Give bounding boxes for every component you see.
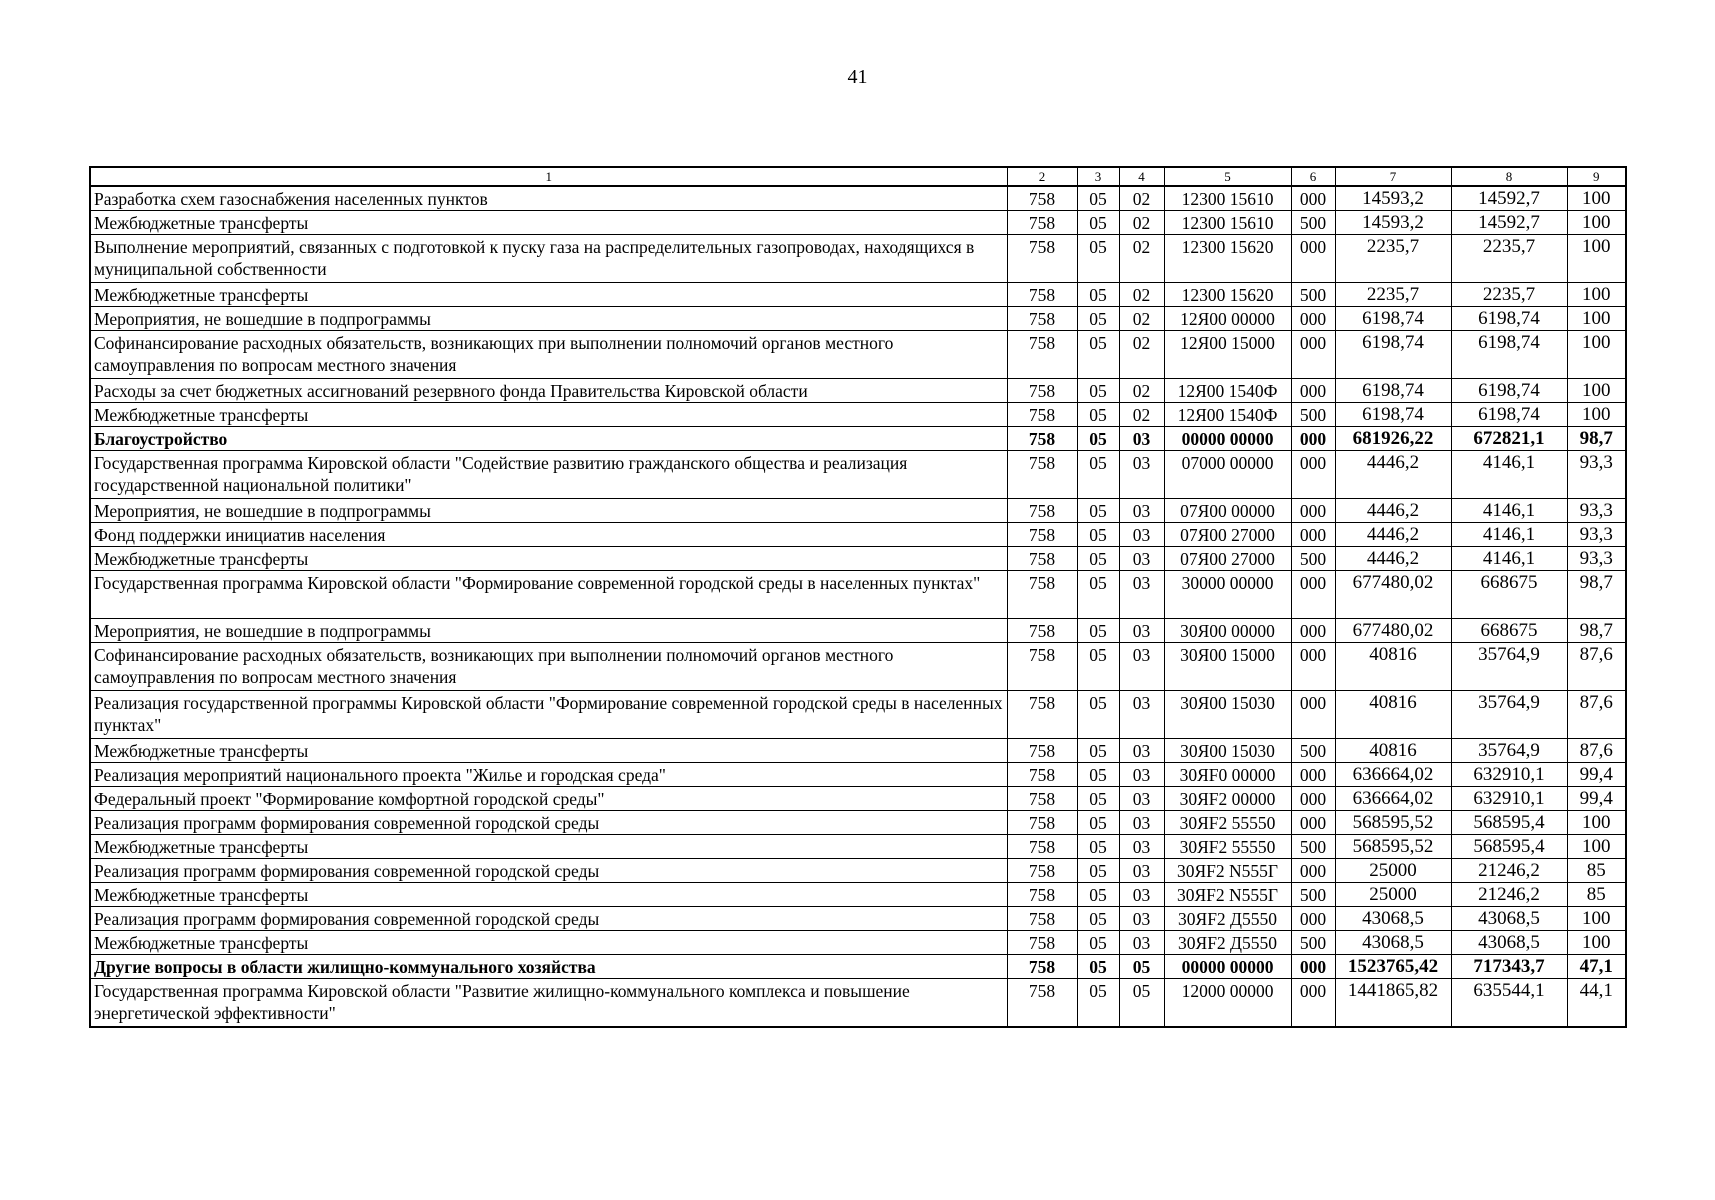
chapter-code-cell: 758 <box>1007 283 1077 307</box>
planned-amount-cell: 43068,5 <box>1335 907 1451 931</box>
expense-type-cell: 000 <box>1291 499 1335 523</box>
table-row <box>90 931 1626 955</box>
execution-percent-cell: 98,7 <box>1567 619 1626 643</box>
table-row <box>90 763 1626 787</box>
execution-percent-cell: 100 <box>1567 907 1626 931</box>
expense-type-cell: 000 <box>1291 379 1335 403</box>
execution-percent-cell: 100 <box>1567 186 1626 211</box>
subsection-code-cell: 03 <box>1119 763 1164 787</box>
target-article-cell: 07Я00 27000 <box>1164 523 1291 547</box>
section-code-cell: 05 <box>1077 379 1119 403</box>
subsection-code-cell: 03 <box>1119 619 1164 643</box>
execution-percent-cell: 85 <box>1567 859 1626 883</box>
target-article-cell: 00000 00000 <box>1164 427 1291 451</box>
header-cell-7: 7 <box>1335 167 1451 186</box>
section-code-cell: 05 <box>1077 787 1119 811</box>
table-row <box>90 186 1626 211</box>
execution-percent-cell: 98,7 <box>1567 427 1626 451</box>
executed-amount-cell: 6198,74 <box>1451 331 1567 379</box>
row-name-cell: Межбюджетные трансферты <box>90 211 1007 235</box>
chapter-code-cell: 758 <box>1007 787 1077 811</box>
chapter-code-cell: 758 <box>1007 859 1077 883</box>
chapter-code-cell: 758 <box>1007 427 1077 451</box>
table-header-row <box>90 167 1626 186</box>
target-article-cell: 30ЯF2 Д5550 <box>1164 907 1291 931</box>
chapter-code-cell: 758 <box>1007 499 1077 523</box>
section-code-cell: 05 <box>1077 499 1119 523</box>
chapter-code-cell: 758 <box>1007 643 1077 691</box>
table-row <box>90 283 1626 307</box>
row-name-cell: Фонд поддержки инициатив населения <box>90 523 1007 547</box>
subsection-code-cell: 03 <box>1119 499 1164 523</box>
expense-type-cell: 000 <box>1291 979 1335 1028</box>
section-code-cell: 05 <box>1077 859 1119 883</box>
chapter-code-cell: 758 <box>1007 451 1077 499</box>
expense-type-cell: 000 <box>1291 907 1335 931</box>
expense-type-cell: 000 <box>1291 451 1335 499</box>
target-article-cell: 12Я00 00000 <box>1164 307 1291 331</box>
executed-amount-cell: 43068,5 <box>1451 931 1567 955</box>
target-article-cell: 12000 00000 <box>1164 979 1291 1028</box>
expense-type-cell: 000 <box>1291 955 1335 979</box>
section-code-cell: 05 <box>1077 331 1119 379</box>
expense-type-cell: 000 <box>1291 307 1335 331</box>
table-row <box>90 883 1626 907</box>
target-article-cell: 12300 15610 <box>1164 211 1291 235</box>
planned-amount-cell: 4446,2 <box>1335 523 1451 547</box>
section-code-cell: 05 <box>1077 739 1119 763</box>
page-number: 41 <box>847 66 868 88</box>
section-code-cell: 05 <box>1077 811 1119 835</box>
executed-amount-cell: 568595,4 <box>1451 811 1567 835</box>
chapter-code-cell: 758 <box>1007 403 1077 427</box>
expense-type-cell: 000 <box>1291 427 1335 451</box>
executed-amount-cell: 717343,7 <box>1451 955 1567 979</box>
target-article-cell: 12300 15620 <box>1164 235 1291 283</box>
expense-type-cell: 500 <box>1291 211 1335 235</box>
table-row <box>90 451 1626 499</box>
subsection-code-cell: 03 <box>1119 931 1164 955</box>
row-name-cell: Реализация программ формирования современной городской среды <box>90 811 1007 835</box>
planned-amount-cell: 4446,2 <box>1335 499 1451 523</box>
target-article-cell: 30Я00 00000 <box>1164 619 1291 643</box>
execution-percent-cell: 93,3 <box>1567 547 1626 571</box>
executed-amount-cell: 35764,9 <box>1451 643 1567 691</box>
section-code-cell: 05 <box>1077 211 1119 235</box>
subsection-code-cell: 03 <box>1119 427 1164 451</box>
row-name-cell: Межбюджетные трансферты <box>90 403 1007 427</box>
subsection-code-cell: 02 <box>1119 403 1164 427</box>
target-article-cell: 12Я00 15000 <box>1164 331 1291 379</box>
row-name-cell: Выполнение мероприятий, связанных с подготовкой к пуску газа на распределительных газопроводах, находящихся в муниципальной собственности <box>90 235 1007 283</box>
executed-amount-cell: 14592,7 <box>1451 211 1567 235</box>
row-name-cell: Межбюджетные трансферты <box>90 883 1007 907</box>
subsection-code-cell: 03 <box>1119 907 1164 931</box>
subsection-code-cell: 03 <box>1119 835 1164 859</box>
chapter-code-cell: 758 <box>1007 571 1077 619</box>
header-cell-3: 3 <box>1077 167 1119 186</box>
chapter-code-cell: 758 <box>1007 835 1077 859</box>
execution-percent-cell: 93,3 <box>1567 499 1626 523</box>
chapter-code-cell: 758 <box>1007 186 1077 211</box>
header-cell-5: 5 <box>1164 167 1291 186</box>
chapter-code-cell: 758 <box>1007 907 1077 931</box>
planned-amount-cell: 40816 <box>1335 691 1451 739</box>
execution-percent-cell: 100 <box>1567 379 1626 403</box>
table-row <box>90 691 1626 739</box>
target-article-cell: 30ЯF2 55550 <box>1164 811 1291 835</box>
planned-amount-cell: 6198,74 <box>1335 307 1451 331</box>
table-row <box>90 859 1626 883</box>
chapter-code-cell: 758 <box>1007 691 1077 739</box>
row-name-cell: Другие вопросы в области жилищно-коммунального хозяйства <box>90 955 1007 979</box>
target-article-cell: 07Я00 00000 <box>1164 499 1291 523</box>
expense-type-cell: 000 <box>1291 571 1335 619</box>
section-code-cell: 05 <box>1077 763 1119 787</box>
row-name-cell: Расходы за счет бюджетных ассигнований резервного фонда Правительства Кировской области <box>90 379 1007 403</box>
planned-amount-cell: 2235,7 <box>1335 283 1451 307</box>
row-name-cell: Софинансирование расходных обязательств, возникающих при выполнении полномочий органов местного самоуправления по вопросам местного значения <box>90 331 1007 379</box>
expense-type-cell: 500 <box>1291 403 1335 427</box>
executed-amount-cell: 632910,1 <box>1451 763 1567 787</box>
execution-percent-cell: 99,4 <box>1567 787 1626 811</box>
section-code-cell: 05 <box>1077 427 1119 451</box>
expense-type-cell: 000 <box>1291 811 1335 835</box>
table-row <box>90 787 1626 811</box>
planned-amount-cell: 636664,02 <box>1335 787 1451 811</box>
execution-percent-cell: 98,7 <box>1567 571 1626 619</box>
planned-amount-cell: 6198,74 <box>1335 331 1451 379</box>
target-article-cell: 12Я00 1540Ф <box>1164 403 1291 427</box>
executed-amount-cell: 668675 <box>1451 619 1567 643</box>
planned-amount-cell: 25000 <box>1335 883 1451 907</box>
executed-amount-cell: 668675 <box>1451 571 1567 619</box>
table-row <box>90 235 1626 283</box>
expense-type-cell: 000 <box>1291 691 1335 739</box>
planned-amount-cell: 681926,22 <box>1335 427 1451 451</box>
section-code-cell: 05 <box>1077 235 1119 283</box>
planned-amount-cell: 43068,5 <box>1335 931 1451 955</box>
chapter-code-cell: 758 <box>1007 547 1077 571</box>
expense-type-cell: 000 <box>1291 523 1335 547</box>
executed-amount-cell: 2235,7 <box>1451 235 1567 283</box>
planned-amount-cell: 6198,74 <box>1335 379 1451 403</box>
row-name-cell: Реализация программ формирования современной городской среды <box>90 859 1007 883</box>
execution-percent-cell: 100 <box>1567 835 1626 859</box>
planned-amount-cell: 6198,74 <box>1335 403 1451 427</box>
row-name-cell: Государственная программа Кировской области "Развитие жилищно-коммунального комплекса и повышение энергетической эффективности" <box>90 979 1007 1028</box>
header-cell-6: 6 <box>1291 167 1335 186</box>
execution-percent-cell: 100 <box>1567 331 1626 379</box>
section-code-cell: 05 <box>1077 931 1119 955</box>
chapter-code-cell: 758 <box>1007 811 1077 835</box>
execution-percent-cell: 100 <box>1567 811 1626 835</box>
planned-amount-cell: 1523765,42 <box>1335 955 1451 979</box>
table-row <box>90 619 1626 643</box>
section-code-cell: 05 <box>1077 883 1119 907</box>
expense-type-cell: 500 <box>1291 931 1335 955</box>
planned-amount-cell: 568595,52 <box>1335 811 1451 835</box>
expense-type-cell: 000 <box>1291 331 1335 379</box>
executed-amount-cell: 568595,4 <box>1451 835 1567 859</box>
executed-amount-cell: 35764,9 <box>1451 691 1567 739</box>
planned-amount-cell: 636664,02 <box>1335 763 1451 787</box>
execution-percent-cell: 100 <box>1567 307 1626 331</box>
target-article-cell: 30ЯF0 00000 <box>1164 763 1291 787</box>
subsection-code-cell: 03 <box>1119 547 1164 571</box>
expense-type-cell: 500 <box>1291 835 1335 859</box>
chapter-code-cell: 758 <box>1007 619 1077 643</box>
subsection-code-cell: 02 <box>1119 235 1164 283</box>
row-name-cell: Разработка схем газоснабжения населенных пунктов <box>90 186 1007 211</box>
target-article-cell: 12Я00 1540Ф <box>1164 379 1291 403</box>
planned-amount-cell: 40816 <box>1335 643 1451 691</box>
execution-percent-cell: 85 <box>1567 883 1626 907</box>
subsection-code-cell: 02 <box>1119 211 1164 235</box>
subsection-code-cell: 02 <box>1119 307 1164 331</box>
table-row <box>90 523 1626 547</box>
row-name-cell: Государственная программа Кировской области "Содействие развитию гражданского общества и реализация государственной национальной политики" <box>90 451 1007 499</box>
section-code-cell: 05 <box>1077 523 1119 547</box>
target-article-cell: 30Я00 15030 <box>1164 739 1291 763</box>
execution-percent-cell: 100 <box>1567 283 1626 307</box>
expense-type-cell: 000 <box>1291 186 1335 211</box>
row-name-cell: Реализация программ формирования современной городской среды <box>90 907 1007 931</box>
table-row <box>90 379 1626 403</box>
section-code-cell: 05 <box>1077 907 1119 931</box>
execution-percent-cell: 44,1 <box>1567 979 1626 1028</box>
chapter-code-cell: 758 <box>1007 763 1077 787</box>
chapter-code-cell: 758 <box>1007 211 1077 235</box>
planned-amount-cell: 677480,02 <box>1335 571 1451 619</box>
execution-percent-cell: 87,6 <box>1567 643 1626 691</box>
row-name-cell: Межбюджетные трансферты <box>90 931 1007 955</box>
target-article-cell: 12300 15620 <box>1164 283 1291 307</box>
executed-amount-cell: 21246,2 <box>1451 883 1567 907</box>
target-article-cell: 30ЯF2 N555Г <box>1164 883 1291 907</box>
planned-amount-cell: 40816 <box>1335 739 1451 763</box>
subsection-code-cell: 05 <box>1119 955 1164 979</box>
chapter-code-cell: 758 <box>1007 307 1077 331</box>
section-code-cell: 05 <box>1077 955 1119 979</box>
subsection-code-cell: 02 <box>1119 186 1164 211</box>
executed-amount-cell: 4146,1 <box>1451 451 1567 499</box>
section-code-cell: 05 <box>1077 571 1119 619</box>
executed-amount-cell: 35764,9 <box>1451 739 1567 763</box>
planned-amount-cell: 677480,02 <box>1335 619 1451 643</box>
header-cell-2: 2 <box>1007 167 1077 186</box>
section-code-cell: 05 <box>1077 547 1119 571</box>
expense-type-cell: 000 <box>1291 859 1335 883</box>
table-row <box>90 955 1626 979</box>
expense-type-cell: 000 <box>1291 643 1335 691</box>
subsection-code-cell: 03 <box>1119 523 1164 547</box>
target-article-cell: 07Я00 27000 <box>1164 547 1291 571</box>
executed-amount-cell: 6198,74 <box>1451 307 1567 331</box>
section-code-cell: 05 <box>1077 643 1119 691</box>
expense-type-cell: 500 <box>1291 883 1335 907</box>
header-cell-8: 8 <box>1451 167 1567 186</box>
chapter-code-cell: 758 <box>1007 931 1077 955</box>
execution-percent-cell: 93,3 <box>1567 523 1626 547</box>
executed-amount-cell: 2235,7 <box>1451 283 1567 307</box>
target-article-cell: 07000 00000 <box>1164 451 1291 499</box>
chapter-code-cell: 758 <box>1007 235 1077 283</box>
subsection-code-cell: 02 <box>1119 331 1164 379</box>
table-row <box>90 739 1626 763</box>
target-article-cell: 30Я00 15030 <box>1164 691 1291 739</box>
target-article-cell: 30ЯF2 00000 <box>1164 787 1291 811</box>
table-row <box>90 907 1626 931</box>
section-code-cell: 05 <box>1077 403 1119 427</box>
subsection-code-cell: 03 <box>1119 811 1164 835</box>
target-article-cell: 30ЯF2 N555Г <box>1164 859 1291 883</box>
executed-amount-cell: 43068,5 <box>1451 907 1567 931</box>
execution-percent-cell: 100 <box>1567 235 1626 283</box>
row-name-cell: Софинансирование расходных обязательств, возникающих при выполнении полномочий органов местного самоуправления по вопросам местного значения <box>90 643 1007 691</box>
subsection-code-cell: 05 <box>1119 979 1164 1028</box>
execution-percent-cell: 87,6 <box>1567 739 1626 763</box>
expense-type-cell: 000 <box>1291 619 1335 643</box>
header-cell-4: 4 <box>1119 167 1164 186</box>
table-body <box>90 167 1626 1027</box>
row-name-cell: Межбюджетные трансферты <box>90 835 1007 859</box>
planned-amount-cell: 4446,2 <box>1335 547 1451 571</box>
target-article-cell: 30ЯF2 55550 <box>1164 835 1291 859</box>
header-cell-9: 9 <box>1567 167 1626 186</box>
row-name-cell: Федеральный проект "Формирование комфортной городской среды" <box>90 787 1007 811</box>
row-name-cell: Реализация мероприятий национального проекта "Жилье и городская среда" <box>90 763 1007 787</box>
executed-amount-cell: 4146,1 <box>1451 523 1567 547</box>
table-row <box>90 979 1626 1028</box>
executed-amount-cell: 4146,1 <box>1451 499 1567 523</box>
table-row <box>90 571 1626 619</box>
subsection-code-cell: 03 <box>1119 787 1164 811</box>
table-row <box>90 835 1626 859</box>
execution-percent-cell: 87,6 <box>1567 691 1626 739</box>
target-article-cell: 30000 00000 <box>1164 571 1291 619</box>
subsection-code-cell: 03 <box>1119 691 1164 739</box>
subsection-code-cell: 03 <box>1119 571 1164 619</box>
subsection-code-cell: 03 <box>1119 739 1164 763</box>
execution-percent-cell: 93,3 <box>1567 451 1626 499</box>
executed-amount-cell: 6198,74 <box>1451 403 1567 427</box>
row-name-cell: Межбюджетные трансферты <box>90 547 1007 571</box>
executed-amount-cell: 4146,1 <box>1451 547 1567 571</box>
subsection-code-cell: 03 <box>1119 859 1164 883</box>
table-row <box>90 811 1626 835</box>
chapter-code-cell: 758 <box>1007 379 1077 403</box>
target-article-cell: 12300 15610 <box>1164 186 1291 211</box>
executed-amount-cell: 21246,2 <box>1451 859 1567 883</box>
section-code-cell: 05 <box>1077 691 1119 739</box>
expense-type-cell: 500 <box>1291 283 1335 307</box>
execution-percent-cell: 100 <box>1567 211 1626 235</box>
section-code-cell: 05 <box>1077 283 1119 307</box>
subsection-code-cell: 02 <box>1119 379 1164 403</box>
executed-amount-cell: 672821,1 <box>1451 427 1567 451</box>
row-name-cell: Межбюджетные трансферты <box>90 283 1007 307</box>
target-article-cell: 30ЯF2 Д5550 <box>1164 931 1291 955</box>
table-row <box>90 403 1626 427</box>
row-name-cell: Межбюджетные трансферты <box>90 739 1007 763</box>
expense-type-cell: 000 <box>1291 763 1335 787</box>
chapter-code-cell: 758 <box>1007 883 1077 907</box>
table-row <box>90 211 1626 235</box>
table-row <box>90 547 1626 571</box>
target-article-cell: 00000 00000 <box>1164 955 1291 979</box>
planned-amount-cell: 14593,2 <box>1335 211 1451 235</box>
expense-type-cell: 000 <box>1291 235 1335 283</box>
subsection-code-cell: 03 <box>1119 643 1164 691</box>
section-code-cell: 05 <box>1077 835 1119 859</box>
planned-amount-cell: 4446,2 <box>1335 451 1451 499</box>
executed-amount-cell: 6198,74 <box>1451 379 1567 403</box>
execution-percent-cell: 47,1 <box>1567 955 1626 979</box>
executed-amount-cell: 14592,7 <box>1451 186 1567 211</box>
execution-percent-cell: 100 <box>1567 931 1626 955</box>
chapter-code-cell: 758 <box>1007 955 1077 979</box>
subsection-code-cell: 02 <box>1119 283 1164 307</box>
budget-table <box>89 166 1627 1028</box>
executed-amount-cell: 635544,1 <box>1451 979 1567 1028</box>
subsection-code-cell: 03 <box>1119 451 1164 499</box>
row-name-cell: Мероприятия, не вошедшие в подпрограммы <box>90 499 1007 523</box>
section-code-cell: 05 <box>1077 451 1119 499</box>
table-row <box>90 643 1626 691</box>
chapter-code-cell: 758 <box>1007 523 1077 547</box>
row-name-cell: Мероприятия, не вошедшие в подпрограммы <box>90 307 1007 331</box>
execution-percent-cell: 99,4 <box>1567 763 1626 787</box>
row-name-cell: Благоустройство <box>90 427 1007 451</box>
table-row <box>90 307 1626 331</box>
section-code-cell: 05 <box>1077 186 1119 211</box>
executed-amount-cell: 632910,1 <box>1451 787 1567 811</box>
chapter-code-cell: 758 <box>1007 331 1077 379</box>
row-name-cell: Реализация государственной программы Кировской области "Формирование современной городской среды в населенных пунктах" <box>90 691 1007 739</box>
planned-amount-cell: 25000 <box>1335 859 1451 883</box>
table-row <box>90 331 1626 379</box>
planned-amount-cell: 1441865,82 <box>1335 979 1451 1028</box>
row-name-cell: Мероприятия, не вошедшие в подпрограммы <box>90 619 1007 643</box>
target-article-cell: 30Я00 15000 <box>1164 643 1291 691</box>
expense-type-cell: 500 <box>1291 547 1335 571</box>
row-name-cell: Государственная программа Кировской области "Формирование современной городской среды в населенных пунктах" <box>90 571 1007 619</box>
planned-amount-cell: 568595,52 <box>1335 835 1451 859</box>
section-code-cell: 05 <box>1077 307 1119 331</box>
subsection-code-cell: 03 <box>1119 883 1164 907</box>
chapter-code-cell: 758 <box>1007 979 1077 1028</box>
section-code-cell: 05 <box>1077 619 1119 643</box>
table-row <box>90 499 1626 523</box>
planned-amount-cell: 14593,2 <box>1335 186 1451 211</box>
header-cell-1: 1 <box>90 167 1007 186</box>
planned-amount-cell: 2235,7 <box>1335 235 1451 283</box>
expense-type-cell: 500 <box>1291 739 1335 763</box>
table-row <box>90 427 1626 451</box>
section-code-cell: 05 <box>1077 979 1119 1028</box>
execution-percent-cell: 100 <box>1567 403 1626 427</box>
expense-type-cell: 000 <box>1291 787 1335 811</box>
chapter-code-cell: 758 <box>1007 739 1077 763</box>
